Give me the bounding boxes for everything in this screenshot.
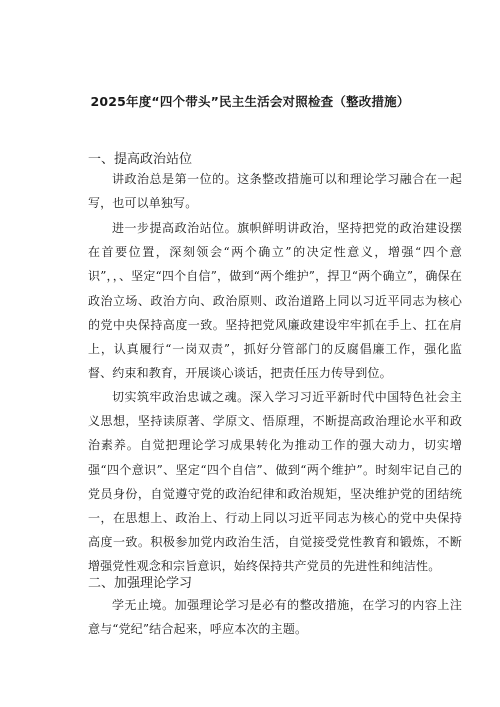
document-title: 2025年度“四个带头”民主生活会对照检查（整改措施） — [90, 94, 410, 109]
section-1-paragraph-1: 讲政治总是第一位的。这条整改措施可以和理论学习融合在一起写，也可以单独写。 — [88, 172, 462, 211]
section-1-paragraph-2: 进一步提高政治站位。旗帜鲜明讲政治，坚持把党的政治建设摆在首要位置，深刻领会“两个确立”的决定性意义，增强“四个意识”，，、坚定“四个自信”，做到“两个维护”，捍卫“两个确立”，确保在政治立场、政治方向、政治原则、政治道路上同以习近平同志为核心的党中央保持高度一致。坚持把党风廉政建设牢牢抓在手上、扛在肩上，认真履行“一岗双责”，抓好分管部门的反腐倡廉工作，强化监督、约束和教育，开展谈心谈话，把责任压力传导到位。 — [88, 221, 462, 381]
section-2-paragraph-1: 学无止境。加强理论学习是必有的整改措施，在学习的内容上注意与“党纪”结合起来，呼应本次的主题。 — [88, 598, 462, 637]
section-1-paragraph-3: 切实筑牢政治忠诚之魂。深入学习习近平新时代中国特色社会主义思想，坚持读原著、学原文、悟原理，不断提高政治理论水平和政治素养。自觉把理论学习成果转化为推动工作的强大动力，切实增强“四个意识”、坚定“四个自信”、做到“两个维护”。时刻牢记自己的党员身份，自觉遵守党的政治纪律和政治规矩，坚决维护党的团结统一，在思想上、政治上、行动上同以习近平同志为核心的党中央保持高度一致。积极参加党内政治生活，自觉接受党性教育和锻炼，不断增强党性观念和宗旨意识，始终保持共产党员的先进性和纯洁性。 — [88, 390, 462, 574]
section-heading-2: 二、加强理论学习 — [88, 576, 193, 591]
section-heading-1: 一、提高政治站位 — [88, 152, 193, 167]
